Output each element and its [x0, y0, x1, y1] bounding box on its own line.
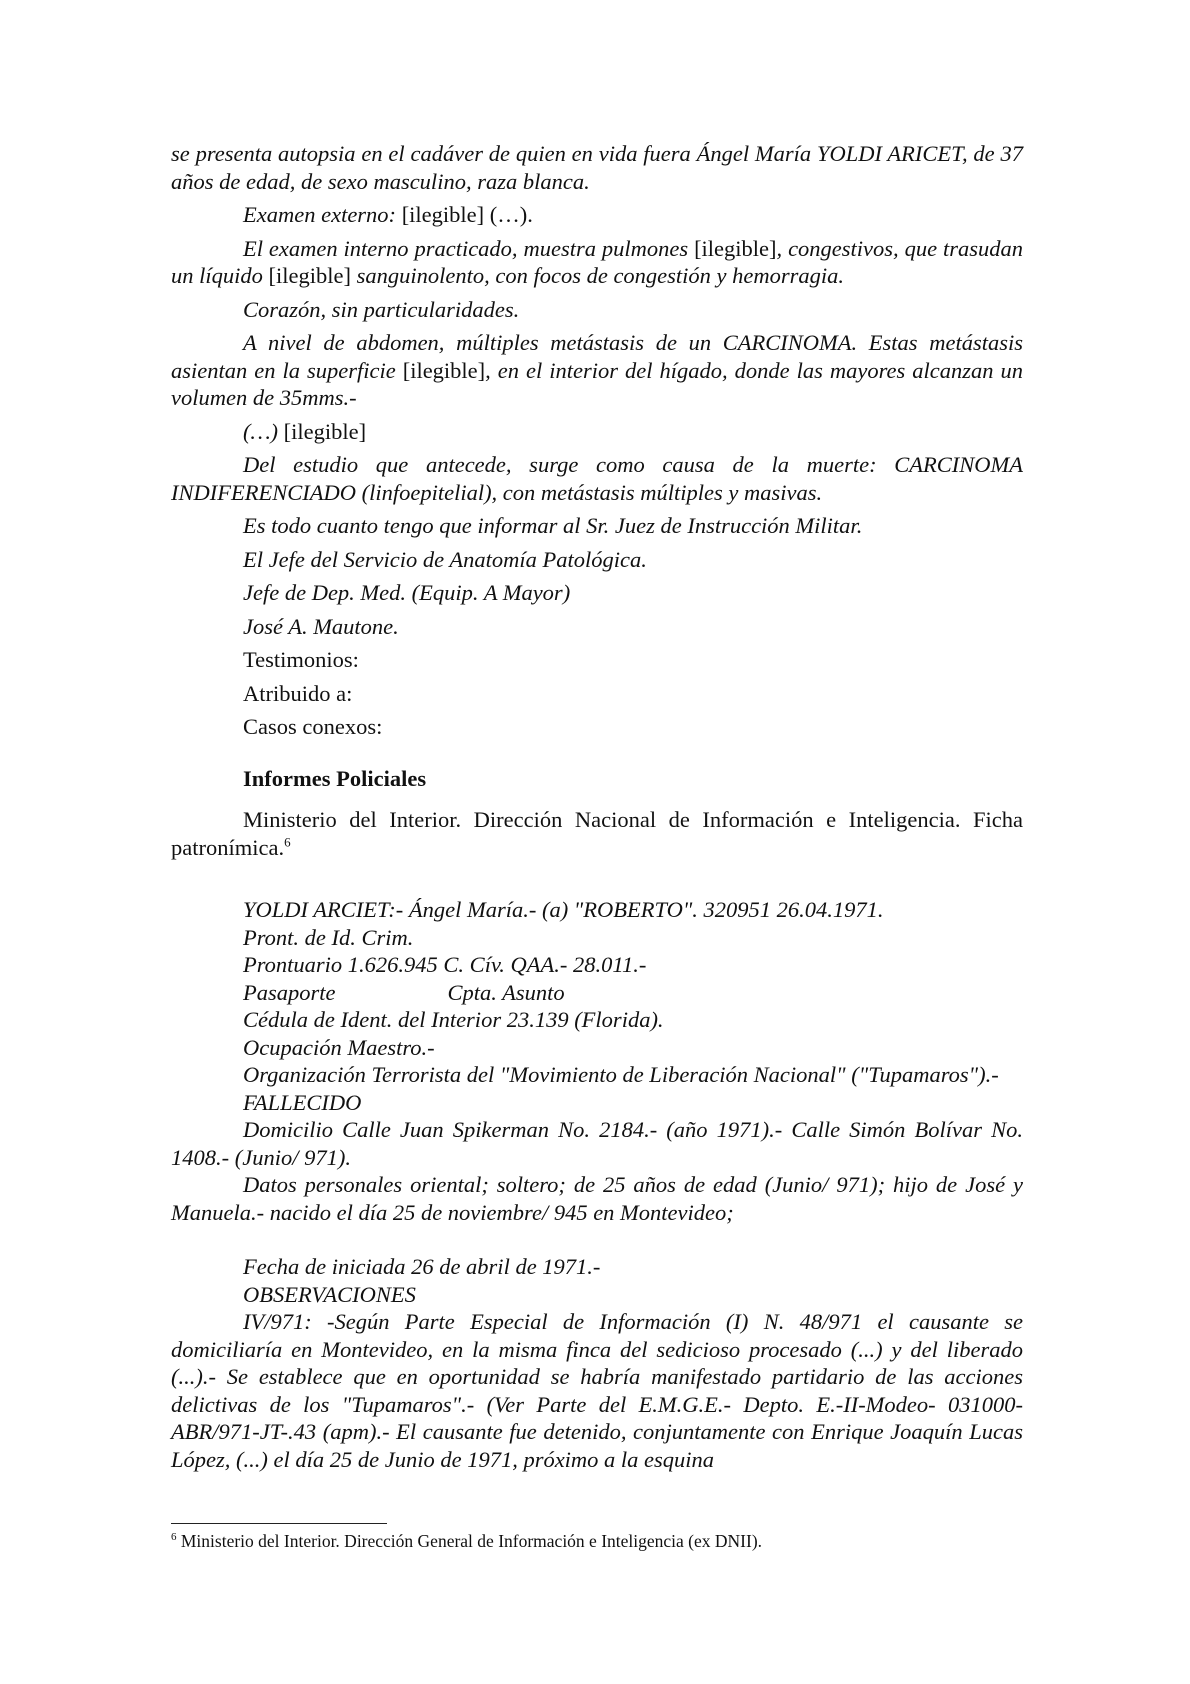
- abdomen: [171, 329, 1023, 412]
- examen-interno: [171, 235, 1023, 290]
- section-title: Informes Policiales: [243, 765, 427, 791]
- abdomen-text-c: , en el interior del hígado, donde las mayores alcanzan un volumen de 35mms.-: [171, 357, 1023, 410]
- footnote-ref: 6: [284, 834, 291, 849]
- atribuido-label: Atribuido a:: [243, 680, 353, 706]
- abdomen-ilegible: [ilegible]: [402, 357, 486, 383]
- examen-externo: [171, 201, 1023, 229]
- ficha-observaciones: IV/971: -Según Parte Especial de Información (I) N. 48/971 el causante se domiciliaría en Montevideo, en la misma finca del sedicioso procesado (...) y del liberado (...).- Se establece que en oportunidad se habría manifestado partidario de las acciones delictivas de los "Tupamaros".- (Ver Parte del E.M.G.E.- Depto. E.-II-Modeo- 031000- ABR/971-JT-.43 (apm).- El causante fue detenido, conjuntamente con Enrique Joaquín Lucas López, (...) el día 25 de Junio de 1971, próximo a la esquina: [171, 1309, 1023, 1472]
- informar-line: Es todo cuanto tengo que informar al Sr. Juez de Instrucción Militar.: [243, 513, 863, 538]
- ficha-line-9: Domicilio Calle Juan Spikerman No. 2184.- (año 1971).- Calle Simón Bolívar No. 1408.- (Junio/ 971).: [171, 1117, 1023, 1170]
- interno-text-e: sanguinolento, con focos de congestión y hemorragia.: [356, 263, 845, 288]
- autopsy-intro: se presenta autopsia en el cadáver de quien en vida fuera Ángel María YOLDI ARICET, de 37 años de edad, de sexo masculino, raza blanca.: [171, 141, 1023, 194]
- ficha-line-5: Cédula de Ident. del Interior 23.139 (Florida).: [243, 1007, 664, 1032]
- interno-ilegible-1: [ilegible]: [694, 235, 777, 261]
- spacer: [171, 1226, 1023, 1253]
- examen-externo-rest: [ilegible] (…).: [401, 202, 533, 227]
- ficha-line-6: Ocupación Maestro.-: [243, 1034, 435, 1060]
- pasaporte-label: Pasaporte: [243, 979, 336, 1005]
- jefe-servicio: El Jefe del Servicio de Anatomía Patológica.: [243, 546, 647, 572]
- ellipsis: (…): [243, 418, 278, 444]
- footnote-number: 6: [171, 1531, 177, 1544]
- jefe-dep: Jefe de Dep. Med. (Equip. A Mayor): [243, 580, 571, 605]
- footnote: [171, 1530, 1023, 1552]
- ficha-line-12: OBSERVACIONES: [243, 1281, 416, 1307]
- ficha-line-8: FALLECIDO: [243, 1089, 362, 1115]
- ficha-line-1: YOLDI ARCIET:- Ángel María.- (a) "ROBERTO". 320951 26.04.1971.: [243, 897, 884, 922]
- ficha-line-11: Fecha de iniciada 26 de abril de 1971.-: [243, 1254, 601, 1279]
- interno-text-a: El examen interno practicado, muestra pulmones: [243, 235, 689, 261]
- examen-externo-label: Examen externo:: [243, 202, 397, 227]
- ficha-line-4: [171, 979, 1023, 1007]
- spacer: [171, 861, 1023, 888]
- interno-ilegible-2: [ilegible]: [268, 263, 351, 288]
- cpta-asunto-label: Cpta. Asunto: [447, 979, 565, 1005]
- ficha-line-2: Pront. de Id. Crim.: [243, 924, 414, 950]
- footnote-text: Ministerio del Interior. Dirección General de Información e Inteligencia (ex DNII).: [180, 1531, 763, 1551]
- ellipsis-line: [171, 418, 1023, 446]
- testimonios-label: Testimonios:: [243, 647, 359, 672]
- ficha-line-3: Prontuario 1.626.945 C. Cív. QAA.- 28.011.-: [243, 952, 647, 977]
- casos-conexos-label: Casos conexos:: [243, 714, 383, 739]
- ministerio-paragraph: [171, 806, 1023, 861]
- document-body: [171, 140, 1023, 1473]
- conclusion: Del estudio que antecede, surge como causa de la muerte: CARCINOMA INDIFERENCIADO (linfoepitelial), con metástasis múltiples y masivas.: [171, 452, 1023, 505]
- abdomen-text-a: A nivel de abdomen, múltiples metástasis de un CARCINOMA. Estas metástasis asientan en la superficie: [171, 330, 1023, 383]
- ficha-line-10: Datos personales oriental; soltero; de 25 años de edad (Junio/ 971); hijo de José y Manuela.- nacido el día 25 de noviembre/ 945 en Montevideo;: [171, 1172, 1023, 1225]
- corazon: Corazón, sin particularidades.: [243, 296, 520, 322]
- firma: José A. Mautone.: [243, 613, 399, 639]
- ministerio-text: Ministerio del Interior. Dirección Nacional de Información e Inteligencia. Ficha patronímica.: [171, 807, 1023, 860]
- ficha-line-7: Organización Terrorista del "Movimiento de Liberación Nacional" ("Tupamaros").-: [243, 1062, 999, 1087]
- footnote-separator: [171, 1523, 387, 1524]
- ellipsis-ilegible: [ilegible]: [283, 418, 367, 444]
- interno-text-c: , congestivos, que trasudan un líquido: [171, 235, 1024, 288]
